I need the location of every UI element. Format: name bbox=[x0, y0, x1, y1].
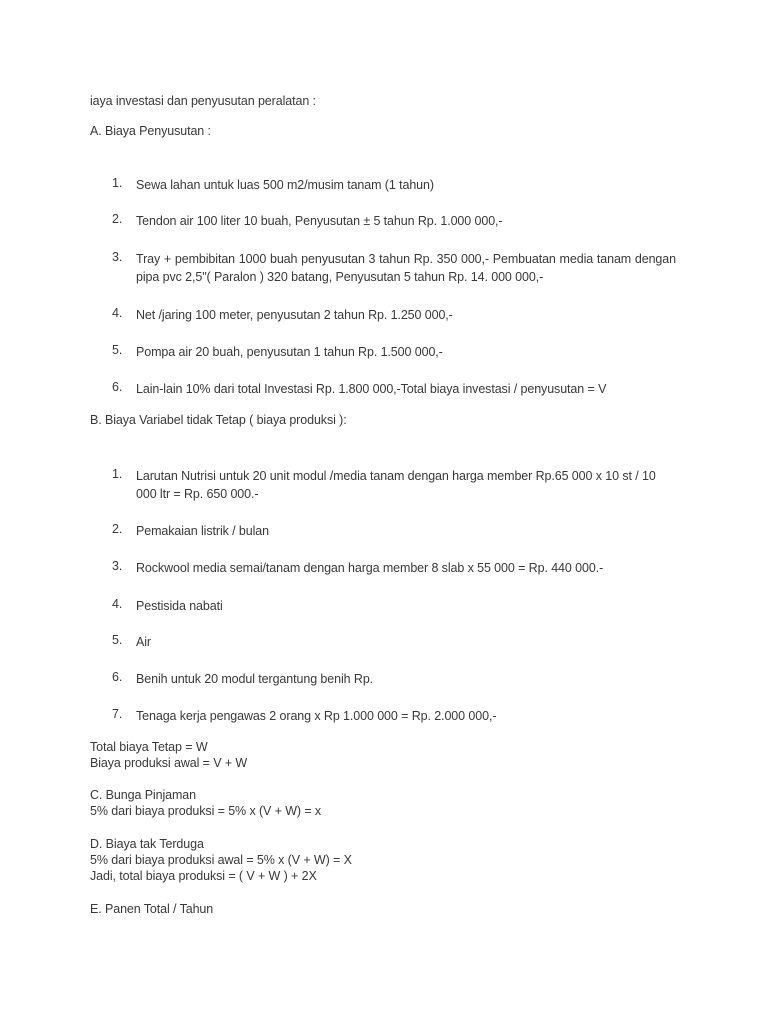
list-number: 2. bbox=[112, 212, 123, 226]
list-number: 4. bbox=[112, 306, 123, 320]
section-d-heading: D. Biaya tak Terduga bbox=[90, 837, 204, 851]
list-text: Pemakaian listrik / bulan bbox=[136, 524, 269, 538]
list-text: Sewa lahan untuk luas 500 m2/musim tanam (1 tahun) bbox=[136, 178, 434, 192]
list-text: Tray + pembibitan 1000 buah penyusutan 3 tahun Rp. 350 000,- Pembuatan media tanam dengan pipa pvc 2,5"( Paralon ) 320 batang, Penyusutan 5 tahun Rp. 14. 000 000,- bbox=[136, 252, 676, 284]
total-fixed-cost: Total biaya Tetap = W bbox=[90, 740, 208, 754]
section-d-line-2: Jadi, total biaya produksi = ( V + W ) + 2X bbox=[90, 869, 317, 883]
list-text: Pestisida nabati bbox=[136, 599, 223, 613]
list-number: 3. bbox=[112, 250, 123, 264]
list-number: 4. bbox=[112, 597, 123, 611]
section-e-heading: E. Panen Total / Tahun bbox=[90, 902, 214, 916]
list-number: 3. bbox=[112, 559, 123, 573]
section-c-line: 5% dari biaya produksi = 5% x (V + W) = x bbox=[90, 804, 322, 818]
list-text: Rockwool media semai/tanam dengan harga member 8 slab x 55 000 = Rp. 440 000.- bbox=[136, 561, 604, 575]
list-number: 2. bbox=[112, 522, 123, 536]
section-b-heading: B. Biaya Variabel tidak Tetap ( biaya produksi ): bbox=[90, 413, 347, 427]
list-number: 7. bbox=[112, 707, 123, 721]
list-text: Larutan Nutrisi untuk 20 unit modul /media tanam dengan harga member Rp.65 000 x 10 st / 10 000 ltr = Rp. 650 000.- bbox=[136, 469, 656, 501]
list-number: 6. bbox=[112, 670, 123, 684]
list-text: Pompa air 20 buah, penyusutan 1 tahun Rp. 1.500 000,- bbox=[136, 345, 443, 359]
list-text: Net /jaring 100 meter, penyusutan 2 tahun Rp. 1.250 000,- bbox=[136, 308, 453, 322]
initial-production-cost: Biaya produksi awal = V + W bbox=[90, 756, 248, 770]
list-number: 1. bbox=[112, 176, 123, 190]
section-a-heading: A. Biaya Penyusutan : bbox=[90, 124, 211, 138]
intro-line: iaya investasi dan penyusutan peralatan : bbox=[90, 94, 316, 108]
section-c-heading: C. Bunga Pinjaman bbox=[90, 788, 197, 802]
list-number: 1. bbox=[112, 467, 123, 481]
list-text: Lain-lain 10% dari total Investasi Rp. 1.800 000,-Total biaya investasi / penyusutan = V bbox=[136, 382, 607, 396]
list-text: Benih untuk 20 modul tergantung benih Rp. bbox=[136, 672, 374, 686]
list-text: Tendon air 100 liter 10 buah, Penyusutan ± 5 tahun Rp. 1.000 000,- bbox=[136, 214, 503, 228]
list-number: 5. bbox=[112, 633, 123, 647]
section-d-line-1: 5% dari biaya produksi awal = 5% x (V + W) = X bbox=[90, 853, 352, 867]
list-number: 6. bbox=[112, 380, 123, 394]
list-text: Tenaga kerja pengawas 2 orang x Rp 1.000 000 = Rp. 2.000 000,- bbox=[136, 709, 497, 723]
list-text: Air bbox=[136, 635, 151, 649]
list-number: 5. bbox=[112, 343, 123, 357]
